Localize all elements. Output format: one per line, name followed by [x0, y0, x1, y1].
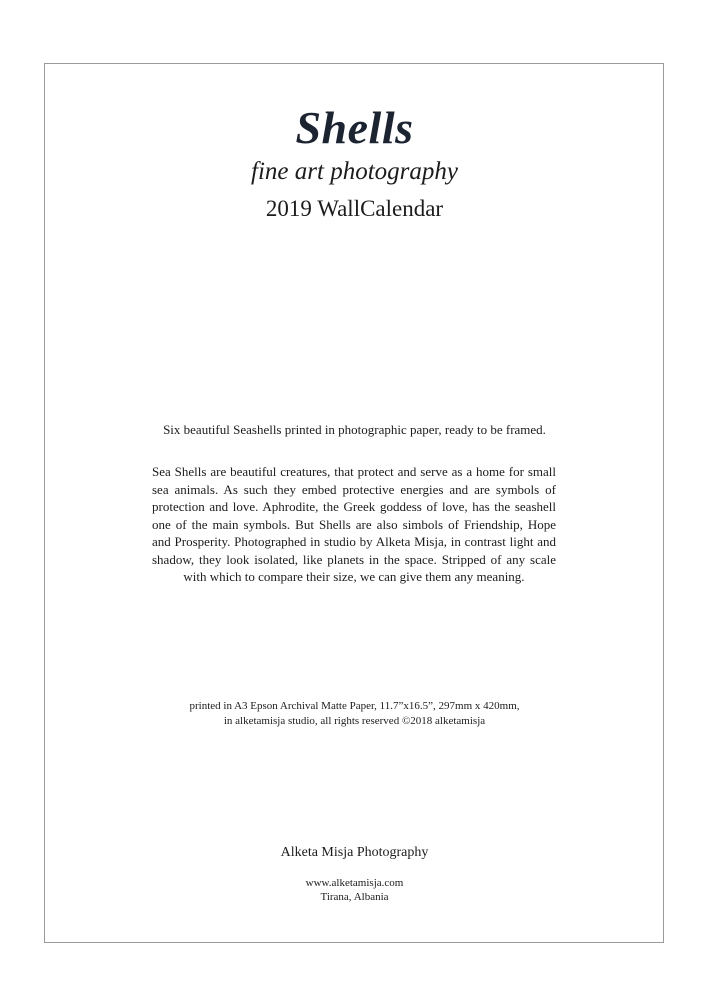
print-info-line-1: printed in A3 Epson Archival Matte Paper, 11.7”x16.5”, 297mm x 420mm, — [189, 700, 520, 712]
print-info — [0, 699, 709, 728]
page-title: Shells — [295, 102, 414, 153]
intro-text: Six beautiful Seashells printed in photographic paper, ready to be framed. — [163, 422, 546, 437]
page-subtitle: fine art photography — [251, 158, 458, 185]
calendar-label: 2019 WallCalendar — [265, 196, 444, 221]
print-info-line-2: in alketamisja studio, all rights reserved ©2018 alketamisja — [223, 714, 486, 727]
description-paragraph: Sea Shells are beautiful creatures, that protect and serve as a home for small sea animals. As such they embed protective energies and are symbols of protection and love. Aphrodite, the Greek goddess of love, has the seashell one of the main symbols. But Shells are also simbols of Friendship, Hope and Prosperity. Photographed in studio by Alketa Misja, in contrast light and shadow, they look isolated, like planets in the space. Stripped of any scale with which to compare their size, we can give them any meaning. — [152, 464, 556, 584]
studio-name: Alketa Misja Photography — [280, 845, 429, 860]
contact-info — [0, 876, 709, 904]
location-text: Tirana, Albania — [320, 891, 389, 903]
website-link[interactable]: www.alketamisja.com — [305, 877, 404, 889]
